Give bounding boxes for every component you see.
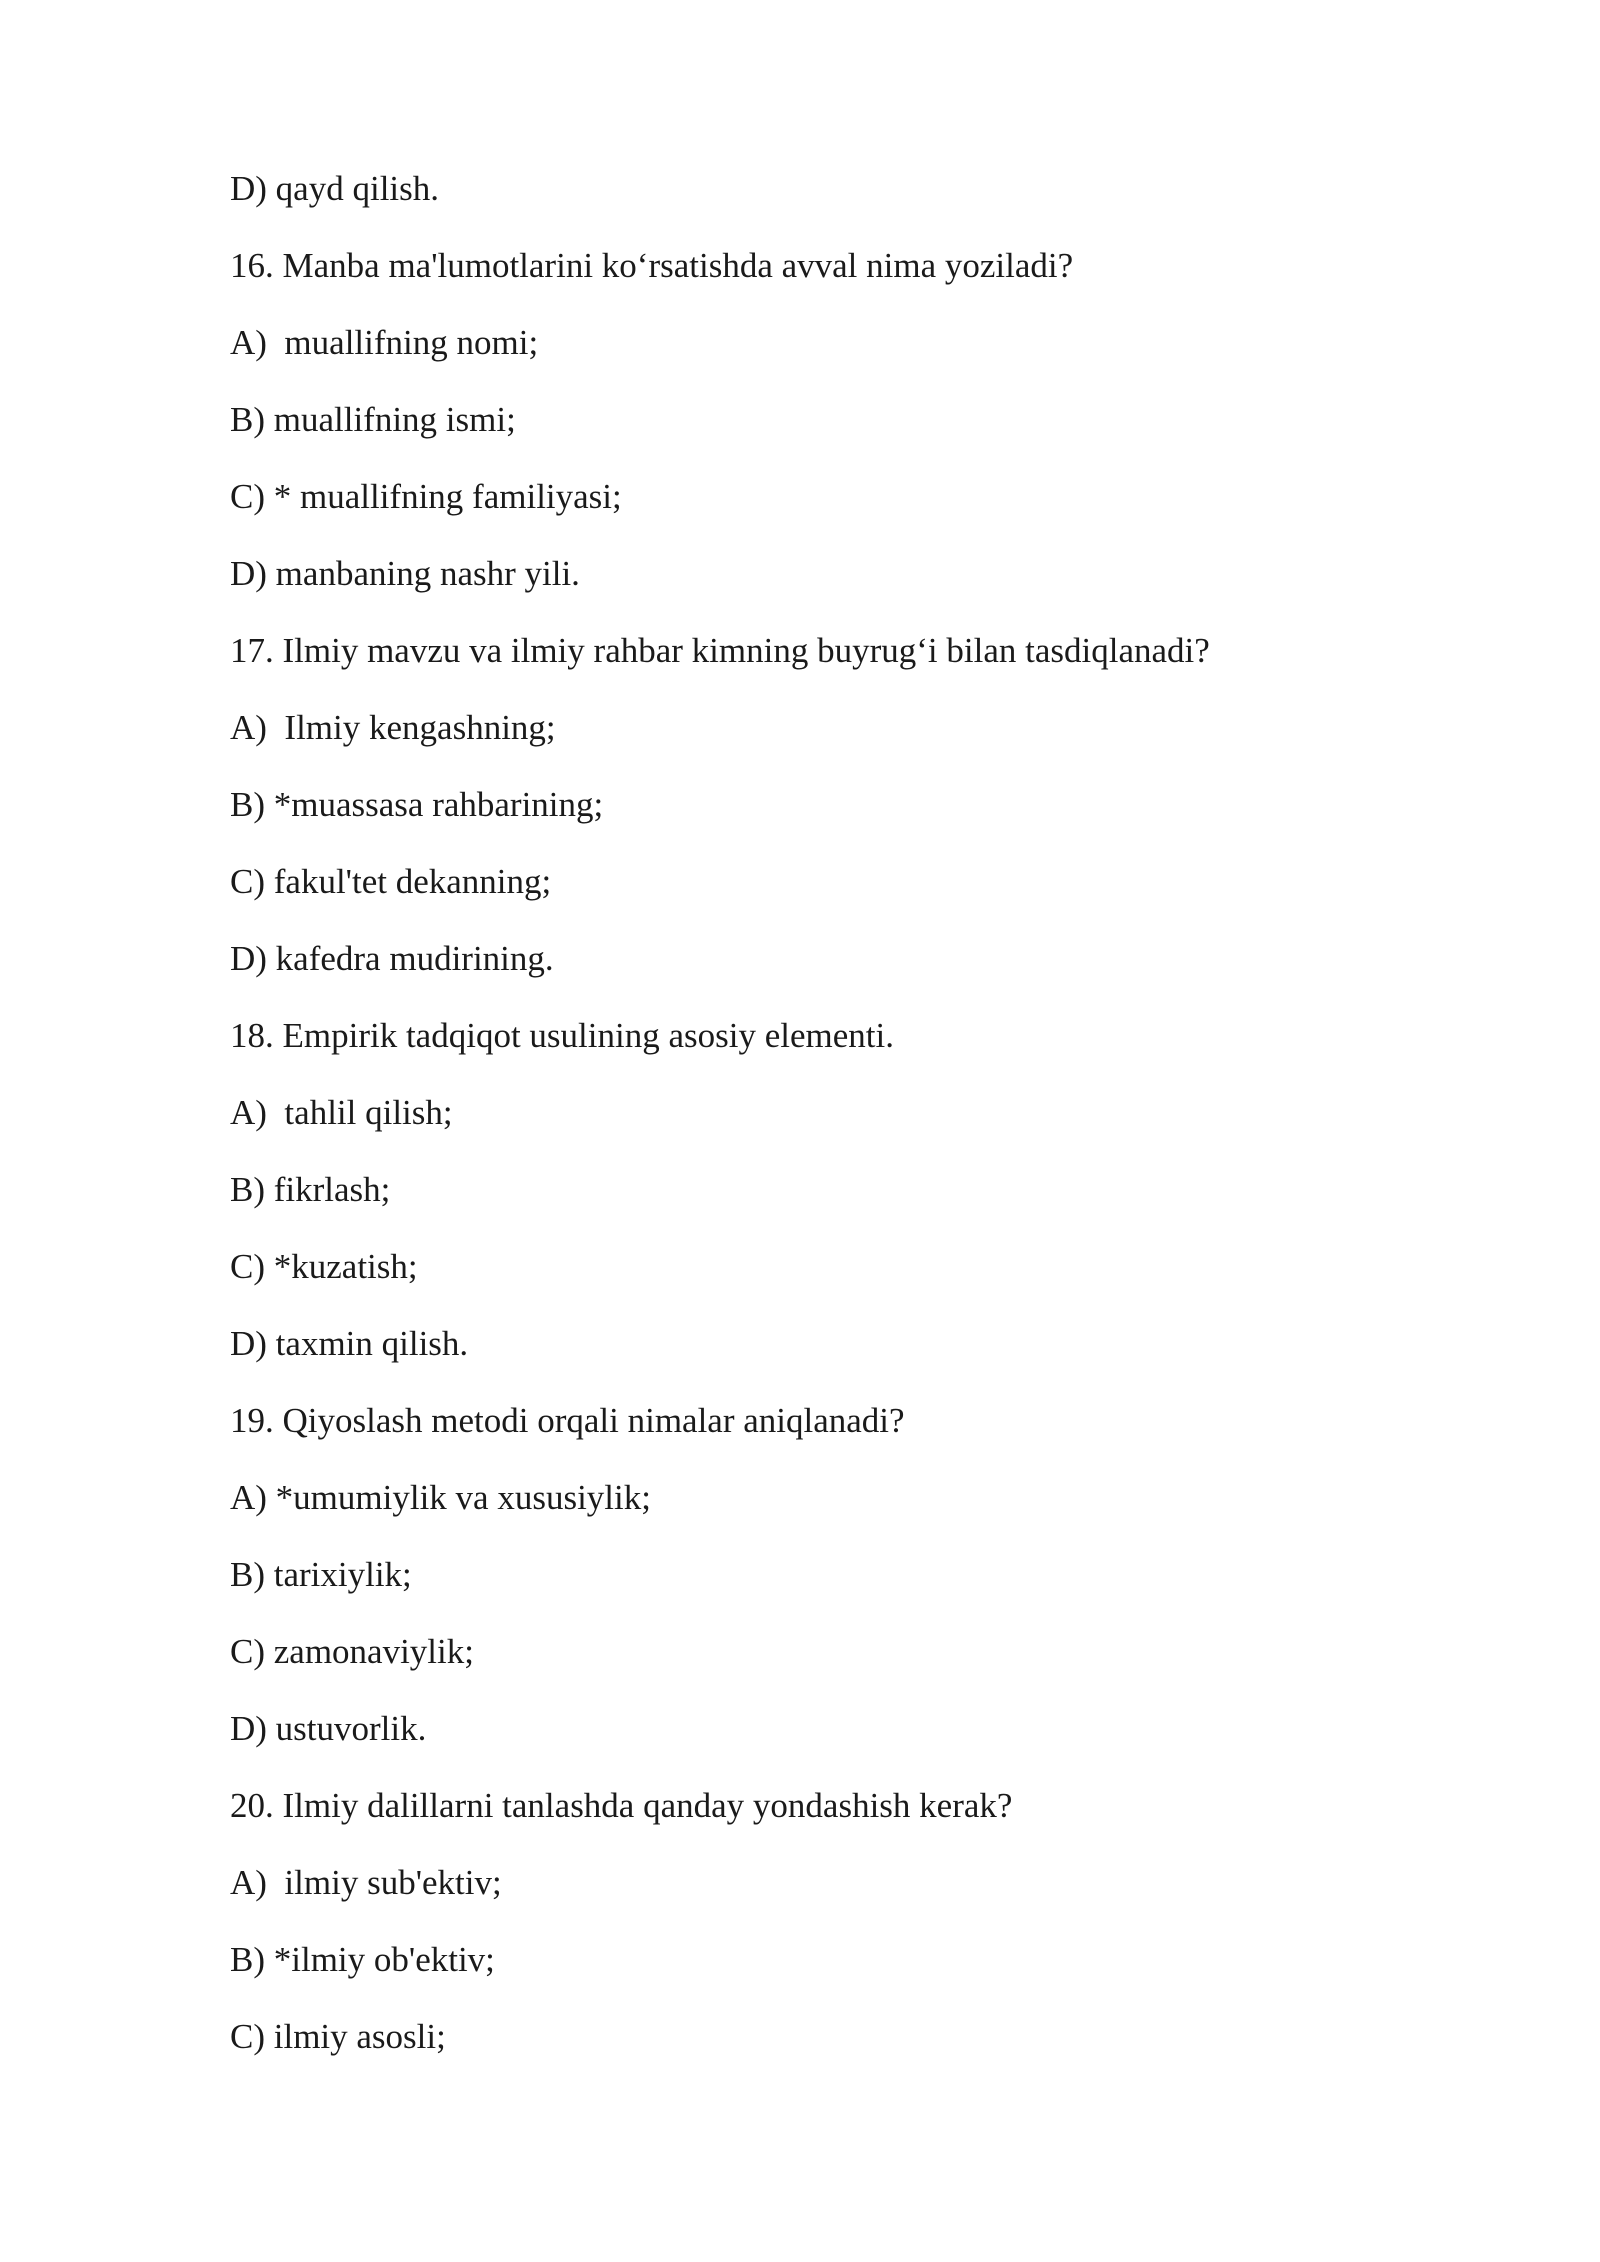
- question-text: 17. Ilmiy mavzu va ilmiy rahbar kimning buyrug‘i bilan tasdiqlanadi?: [230, 631, 1210, 670]
- answer-option: B) fikrlash;: [230, 1170, 391, 1209]
- answer-option: D) kafedra mudirining.: [230, 939, 554, 978]
- answer-option: B) tarixiylik;: [230, 1555, 412, 1594]
- answer-option: C) * muallifning familiyasi;: [230, 477, 622, 516]
- question-text: 19. Qiyoslash metodi orqali nimalar aniqlanadi?: [230, 1401, 905, 1440]
- answer-option: A) tahlil qilish;: [230, 1093, 453, 1132]
- answer-option: B) *muassasa rahbarining;: [230, 785, 604, 824]
- answer-option: D) taxmin qilish.: [230, 1324, 469, 1363]
- question-list: [230, 150, 1480, 2075]
- answer-option: A) muallifning nomi;: [230, 323, 539, 362]
- answer-option: A) *umumiylik va xususiylik;: [230, 1478, 651, 1517]
- question-text: 16. Manba ma'lumotlarini ko‘rsatishda avval nima yoziladi?: [230, 246, 1074, 285]
- answer-option: C) zamonaviylik;: [230, 1632, 474, 1671]
- answer-option: D) ustuvorlik.: [230, 1709, 427, 1748]
- answer-option: C) *kuzatish;: [230, 1247, 418, 1286]
- answer-option: B) *ilmiy ob'ektiv;: [230, 1940, 495, 1979]
- answer-option: C) ilmiy asosli;: [230, 2017, 446, 2056]
- answer-option: D) manbaning nashr yili.: [230, 554, 580, 593]
- answer-option: A) Ilmiy kengashning;: [230, 708, 556, 747]
- question-text: 20. Ilmiy dalillarni tanlashda qanday yondashish kerak?: [230, 1786, 1013, 1825]
- answer-option: A) ilmiy sub'ektiv;: [230, 1863, 502, 1902]
- answer-option: D) qayd qilish.: [230, 169, 440, 208]
- answer-option: B) muallifning ismi;: [230, 400, 516, 439]
- question-text: 18. Empirik tadqiqot usulining asosiy elementi.: [230, 1016, 894, 1055]
- answer-option: C) fakul'tet dekanning;: [230, 862, 552, 901]
